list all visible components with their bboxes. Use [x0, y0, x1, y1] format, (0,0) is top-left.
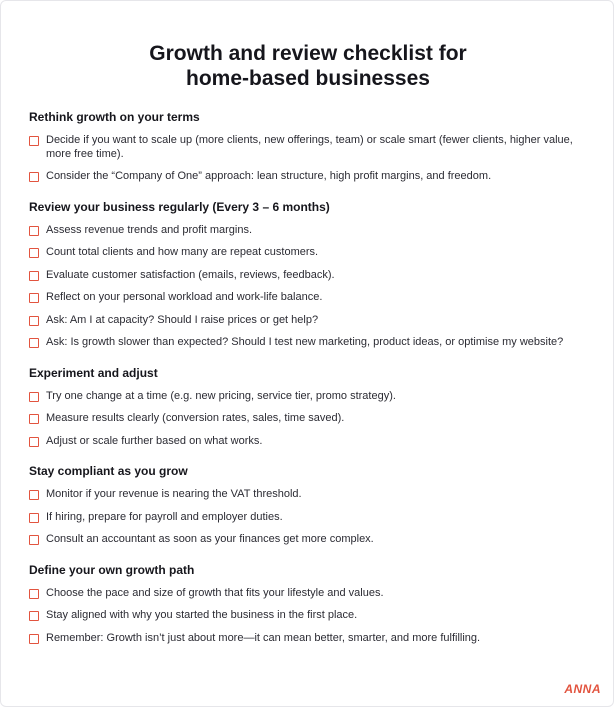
section-heading: Define your own growth path	[29, 562, 195, 577]
checkbox-icon[interactable]	[29, 634, 39, 644]
checklist-item-text: Assess revenue trends and profit margins.	[46, 223, 253, 236]
checklist-item	[29, 224, 595, 238]
checklist-section	[29, 562, 595, 646]
checklist-section	[29, 365, 595, 449]
checkbox-icon[interactable]	[29, 414, 39, 424]
checkbox-icon[interactable]	[29, 248, 39, 258]
checkbox-icon[interactable]	[29, 437, 39, 447]
checklist-section	[29, 109, 595, 184]
checklist-section	[29, 199, 595, 350]
checklist-item	[29, 609, 595, 623]
checkbox-icon[interactable]	[29, 611, 39, 621]
checklist-item	[29, 390, 595, 404]
checklist-item-text: If hiring, prepare for payroll and employer duties.	[46, 510, 283, 523]
checklist-item	[29, 435, 595, 449]
checklist-item-text: Adjust or scale further based on what works.	[46, 434, 263, 447]
page-title-line-1: Growth and review checklist for	[149, 42, 467, 66]
checklist-item-text: Consult an accountant as soon as your finances get more complex.	[46, 533, 374, 545]
checklist-item	[29, 291, 595, 305]
section-heading: Review your business regularly (Every 3 – 6 months)	[29, 199, 330, 214]
page-title-line-2: home-based businesses	[186, 67, 430, 91]
checklist-item	[29, 488, 595, 502]
checklist-item-text: Count total clients and how many are repeat customers.	[46, 246, 319, 258]
checkbox-icon[interactable]	[29, 293, 39, 303]
checklist-item-text: Reflect on your personal workload and work-life balance.	[46, 291, 323, 303]
checkbox-icon[interactable]	[29, 513, 39, 523]
checklist-item	[29, 632, 595, 646]
checklist-item-text: Measure results clearly (conversion rates, sales, time saved).	[46, 412, 345, 424]
checkbox-icon[interactable]	[29, 316, 39, 326]
checklist-item	[29, 587, 595, 601]
checkbox-icon[interactable]	[29, 226, 39, 236]
checklist-item	[29, 336, 595, 350]
checklist-item-text: Remember: Growth isn’t just about more—it can mean better, smarter, and more fulfilling.	[46, 631, 481, 644]
checkbox-icon[interactable]	[29, 271, 39, 281]
checkbox-icon[interactable]	[29, 172, 39, 182]
checklist-item	[29, 246, 595, 260]
checklist-section	[29, 463, 595, 547]
checklist-item-text: Decide if you want to scale up (more clients, new offerings, team) or scale smart (fewer clients, higher value, more free time).	[46, 134, 573, 160]
anna-logo: ANNA	[564, 682, 601, 696]
checklist-item-text: Try one change at a time (e.g. new pricing, service tier, promo strategy).	[46, 389, 396, 402]
section-heading: Stay compliant as you grow	[29, 464, 188, 478]
page-title	[1, 41, 614, 91]
checklist-item-text: Ask: Is growth slower than expected? Should I test new marketing, product ideas, or optimise my website?	[46, 336, 564, 348]
checklist-item	[29, 511, 595, 525]
checkbox-icon[interactable]	[29, 392, 39, 402]
checkbox-icon[interactable]	[29, 338, 39, 348]
checklist-item-text: Choose the pace and size of growth that fits your lifestyle and values.	[46, 586, 384, 599]
checklist-item-text: Stay aligned with why you started the business in the first place.	[46, 609, 358, 621]
section-heading: Rethink growth on your terms	[29, 110, 200, 124]
checklist-sections	[29, 109, 595, 660]
checklist-item	[29, 269, 595, 283]
checklist-item	[29, 412, 595, 426]
checklist-item-text: Ask: Am I at capacity? Should I raise prices or get help?	[46, 313, 319, 326]
checkbox-icon[interactable]	[29, 136, 39, 146]
checklist-item-text: Monitor if your revenue is nearing the VAT threshold.	[46, 488, 302, 500]
checklist-item-text: Consider the “Company of One” approach: lean structure, high profit margins, and freedom.	[46, 170, 492, 182]
checklist-item	[29, 533, 595, 547]
checklist-item	[29, 134, 595, 161]
checkbox-icon[interactable]	[29, 535, 39, 545]
checklist-item	[29, 314, 595, 328]
checklist-item	[29, 170, 595, 184]
section-heading: Experiment and adjust	[29, 365, 158, 380]
checklist-item-text: Evaluate customer satisfaction (emails, reviews, feedback).	[46, 268, 335, 281]
checkbox-icon[interactable]	[29, 589, 39, 599]
checkbox-icon[interactable]	[29, 490, 39, 500]
